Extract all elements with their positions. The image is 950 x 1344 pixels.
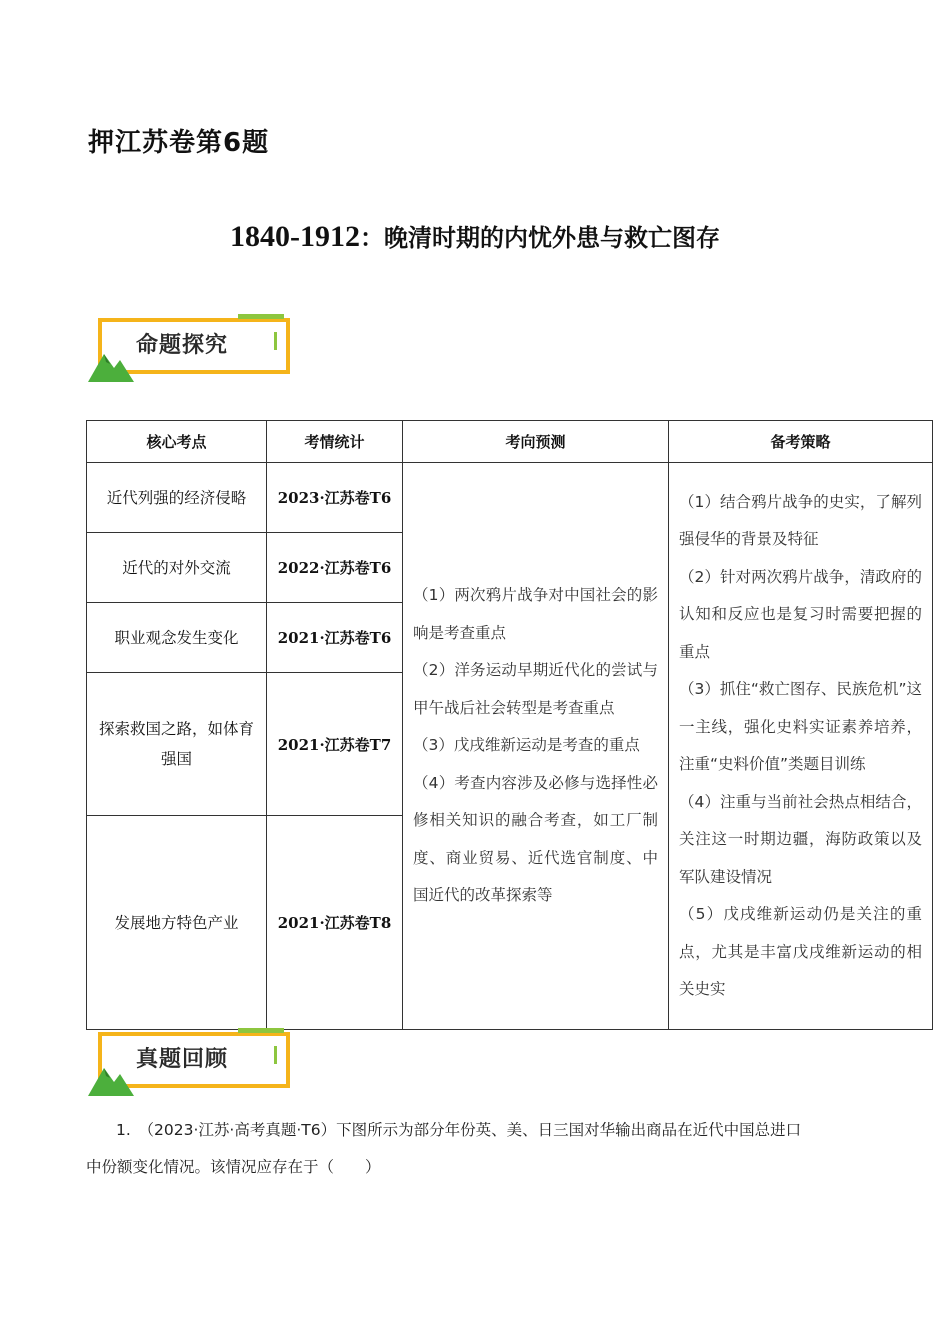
forecast-cell bbox=[403, 463, 669, 1030]
table-header-row bbox=[87, 421, 933, 463]
document-title bbox=[0, 218, 950, 254]
strategy-item: （4）注重与当前社会热点相结合，关注这一时期边疆，海防政策以及军队建设情况 bbox=[679, 792, 922, 886]
mountain-icon bbox=[88, 348, 136, 382]
strategy-item: （2）针对两次鸦片战争，清政府的认知和反应也是复习时需要把握的重点 bbox=[679, 567, 922, 661]
table-header: 备考策略 bbox=[669, 421, 933, 463]
core-point-cell: 探索救国之路，如体育强国 bbox=[87, 673, 267, 816]
mountain-icon bbox=[88, 1062, 136, 1096]
forecast-item: （4）考查内容涉及必修与选择性必修相关知识的融合考查，如工厂制度、商业贸易、近代选官制度、中国近代的改革探索等 bbox=[413, 773, 658, 905]
table-header: 考向预测 bbox=[403, 421, 669, 463]
core-point-cell: 近代列强的经济侵略 bbox=[87, 463, 267, 533]
badge-accent-bar bbox=[238, 314, 284, 319]
section-badge-explore bbox=[88, 318, 298, 388]
strategy-item: （5）戊戌维新运动仍是关注的重点，尤其是丰富戊戌维新运动的相关史实 bbox=[679, 905, 922, 998]
page-heading: 押江苏卷第6题 bbox=[88, 128, 270, 158]
stat-cell: 2021·江苏卷T7 bbox=[267, 673, 403, 816]
question-1 bbox=[86, 1112, 866, 1186]
question-stem-line: 1. （2023·江苏·高考真题·T6）下图所示为部分年份英、美、日三国对华输出商品在近代中国总进口 bbox=[116, 1121, 802, 1139]
strategy-item: （1）结合鸦片战争的史实，了解列强侵华的背景及特征 bbox=[679, 492, 922, 548]
badge-accent-bar bbox=[238, 1028, 284, 1033]
section-badge-review bbox=[88, 1032, 298, 1102]
stat-cell: 2021·江苏卷T6 bbox=[267, 603, 403, 673]
forecast-item: （2）洋务运动早期近代化的尝试与甲午战后社会转型是考查重点 bbox=[413, 661, 658, 717]
stat-cell: 2021·江苏卷T8 bbox=[267, 816, 403, 1030]
forecast-item: （1）两次鸦片战争对中国社会的影响是考查重点 bbox=[413, 586, 658, 642]
stat-cell: 2023·江苏卷T6 bbox=[267, 463, 403, 533]
strategy-item: （3）抓住“救亡图存、民族危机”这一主线，强化史料实证素养培养，注重“史料价值”类题目训练 bbox=[679, 680, 922, 773]
strategy-cell bbox=[669, 463, 933, 1030]
table-header: 核心考点 bbox=[87, 421, 267, 463]
title-text: 晚清时期的内忧外患与救亡图存 bbox=[384, 224, 720, 252]
stat-cell: 2022·江苏卷T6 bbox=[267, 533, 403, 603]
title-colon: ： bbox=[360, 224, 384, 252]
badge-accent-tick bbox=[274, 1046, 277, 1064]
core-point-cell: 近代的对外交流 bbox=[87, 533, 267, 603]
table-header: 考情统计 bbox=[267, 421, 403, 463]
core-point-cell: 发展地方特色产业 bbox=[87, 816, 267, 1030]
forecast-item: （3）戊戌维新运动是考查的重点 bbox=[413, 736, 640, 755]
badge-accent-tick bbox=[274, 332, 277, 350]
core-point-cell: 职业观念发生变化 bbox=[87, 603, 267, 673]
table-row bbox=[87, 463, 933, 533]
section-label: 真题回顾 bbox=[136, 1047, 229, 1072]
section-label: 命题探究 bbox=[136, 333, 229, 358]
exam-analysis-table bbox=[86, 420, 933, 1030]
title-years: 1840-1912 bbox=[230, 220, 360, 253]
question-stem-line: 中份额变化情况。该情况应存在于（ ） bbox=[86, 1158, 381, 1176]
